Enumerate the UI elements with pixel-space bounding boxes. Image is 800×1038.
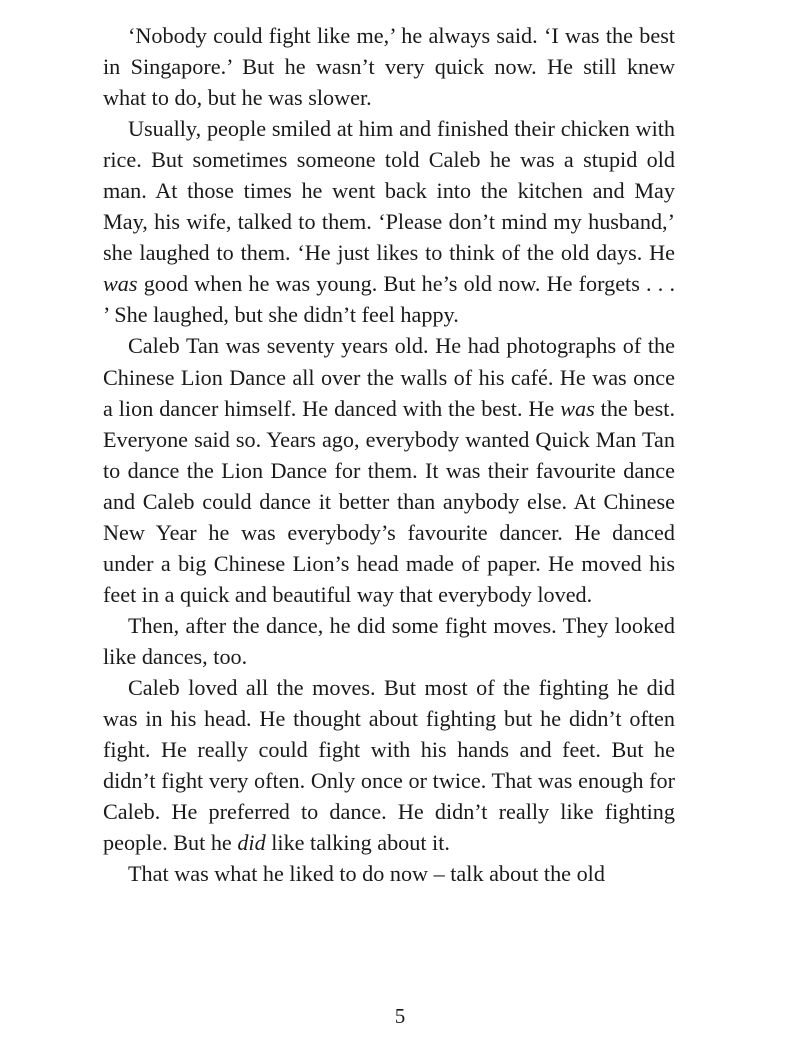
paragraph-text: That was what he liked to do now – talk about the old (128, 861, 605, 887)
paragraph-text: the best. Everyone said so. Years ago, everybody wanted Quick Man Tan to dance the Lion Dance for them. It was their favourite dance and Caleb could dance it better than anybody else. At Chinese New Year he was everybody’s favourite dancer. He danced under a big Chinese Lion’s head made of paper. He moved his feet in a quick and beautiful way that everybody loved. (103, 395, 675, 607)
page-body (103, 20, 675, 889)
paragraph-3 (103, 330, 675, 609)
paragraph-text: Caleb Tan was seventy years old. He had photographs of the Chinese Lion Dance all over the walls of his café. He was once a lion dancer himself. He danced with the best. He (103, 333, 675, 421)
paragraph-text: Usually, people smiled at him and finished their chicken with rice. But sometimes someone told Caleb he was a stupid old man. At those times he went back into the kitchen and May May, his wife, talked to them. ‘Please don’t mind my husband,’ she laughed to them. ‘He just likes to think of the old days. He (103, 116, 675, 266)
emphasis-text: was (560, 395, 595, 421)
emphasis-text: did (237, 830, 266, 856)
emphasis-text: was (103, 271, 138, 297)
paragraph-text: good when he was young. But he’s old now. He forgets . . . ’ She laughed, but she didn’t feel happy. (103, 271, 675, 328)
paragraph-text: Then, after the dance, he did some fight moves. They looked like dances, too. (103, 612, 675, 669)
page-number: 5 (394, 1004, 406, 1028)
paragraph-2 (103, 113, 675, 330)
paragraph-6 (103, 858, 675, 889)
paragraph-text: like talking about it. (265, 830, 450, 856)
paragraph-1 (103, 20, 675, 113)
paragraph-text: Caleb loved all the moves. But most of the fighting he did was in his head. He thought about fighting but he didn’t often fight. He really could fight with his hands and feet. But he didn’t fight very often. Only once or twice. That was enough for Caleb. He preferred to dance. He didn’t really like fighting people. But he (103, 674, 675, 856)
paragraph-5 (103, 672, 675, 858)
paragraph-4 (103, 610, 675, 672)
paragraph-text: ‘Nobody could fight like me,’ he always said. ‘I was the best in Singapore.’ But he wasn’t very quick now. He still knew what to do, but he was slower. (103, 23, 675, 111)
